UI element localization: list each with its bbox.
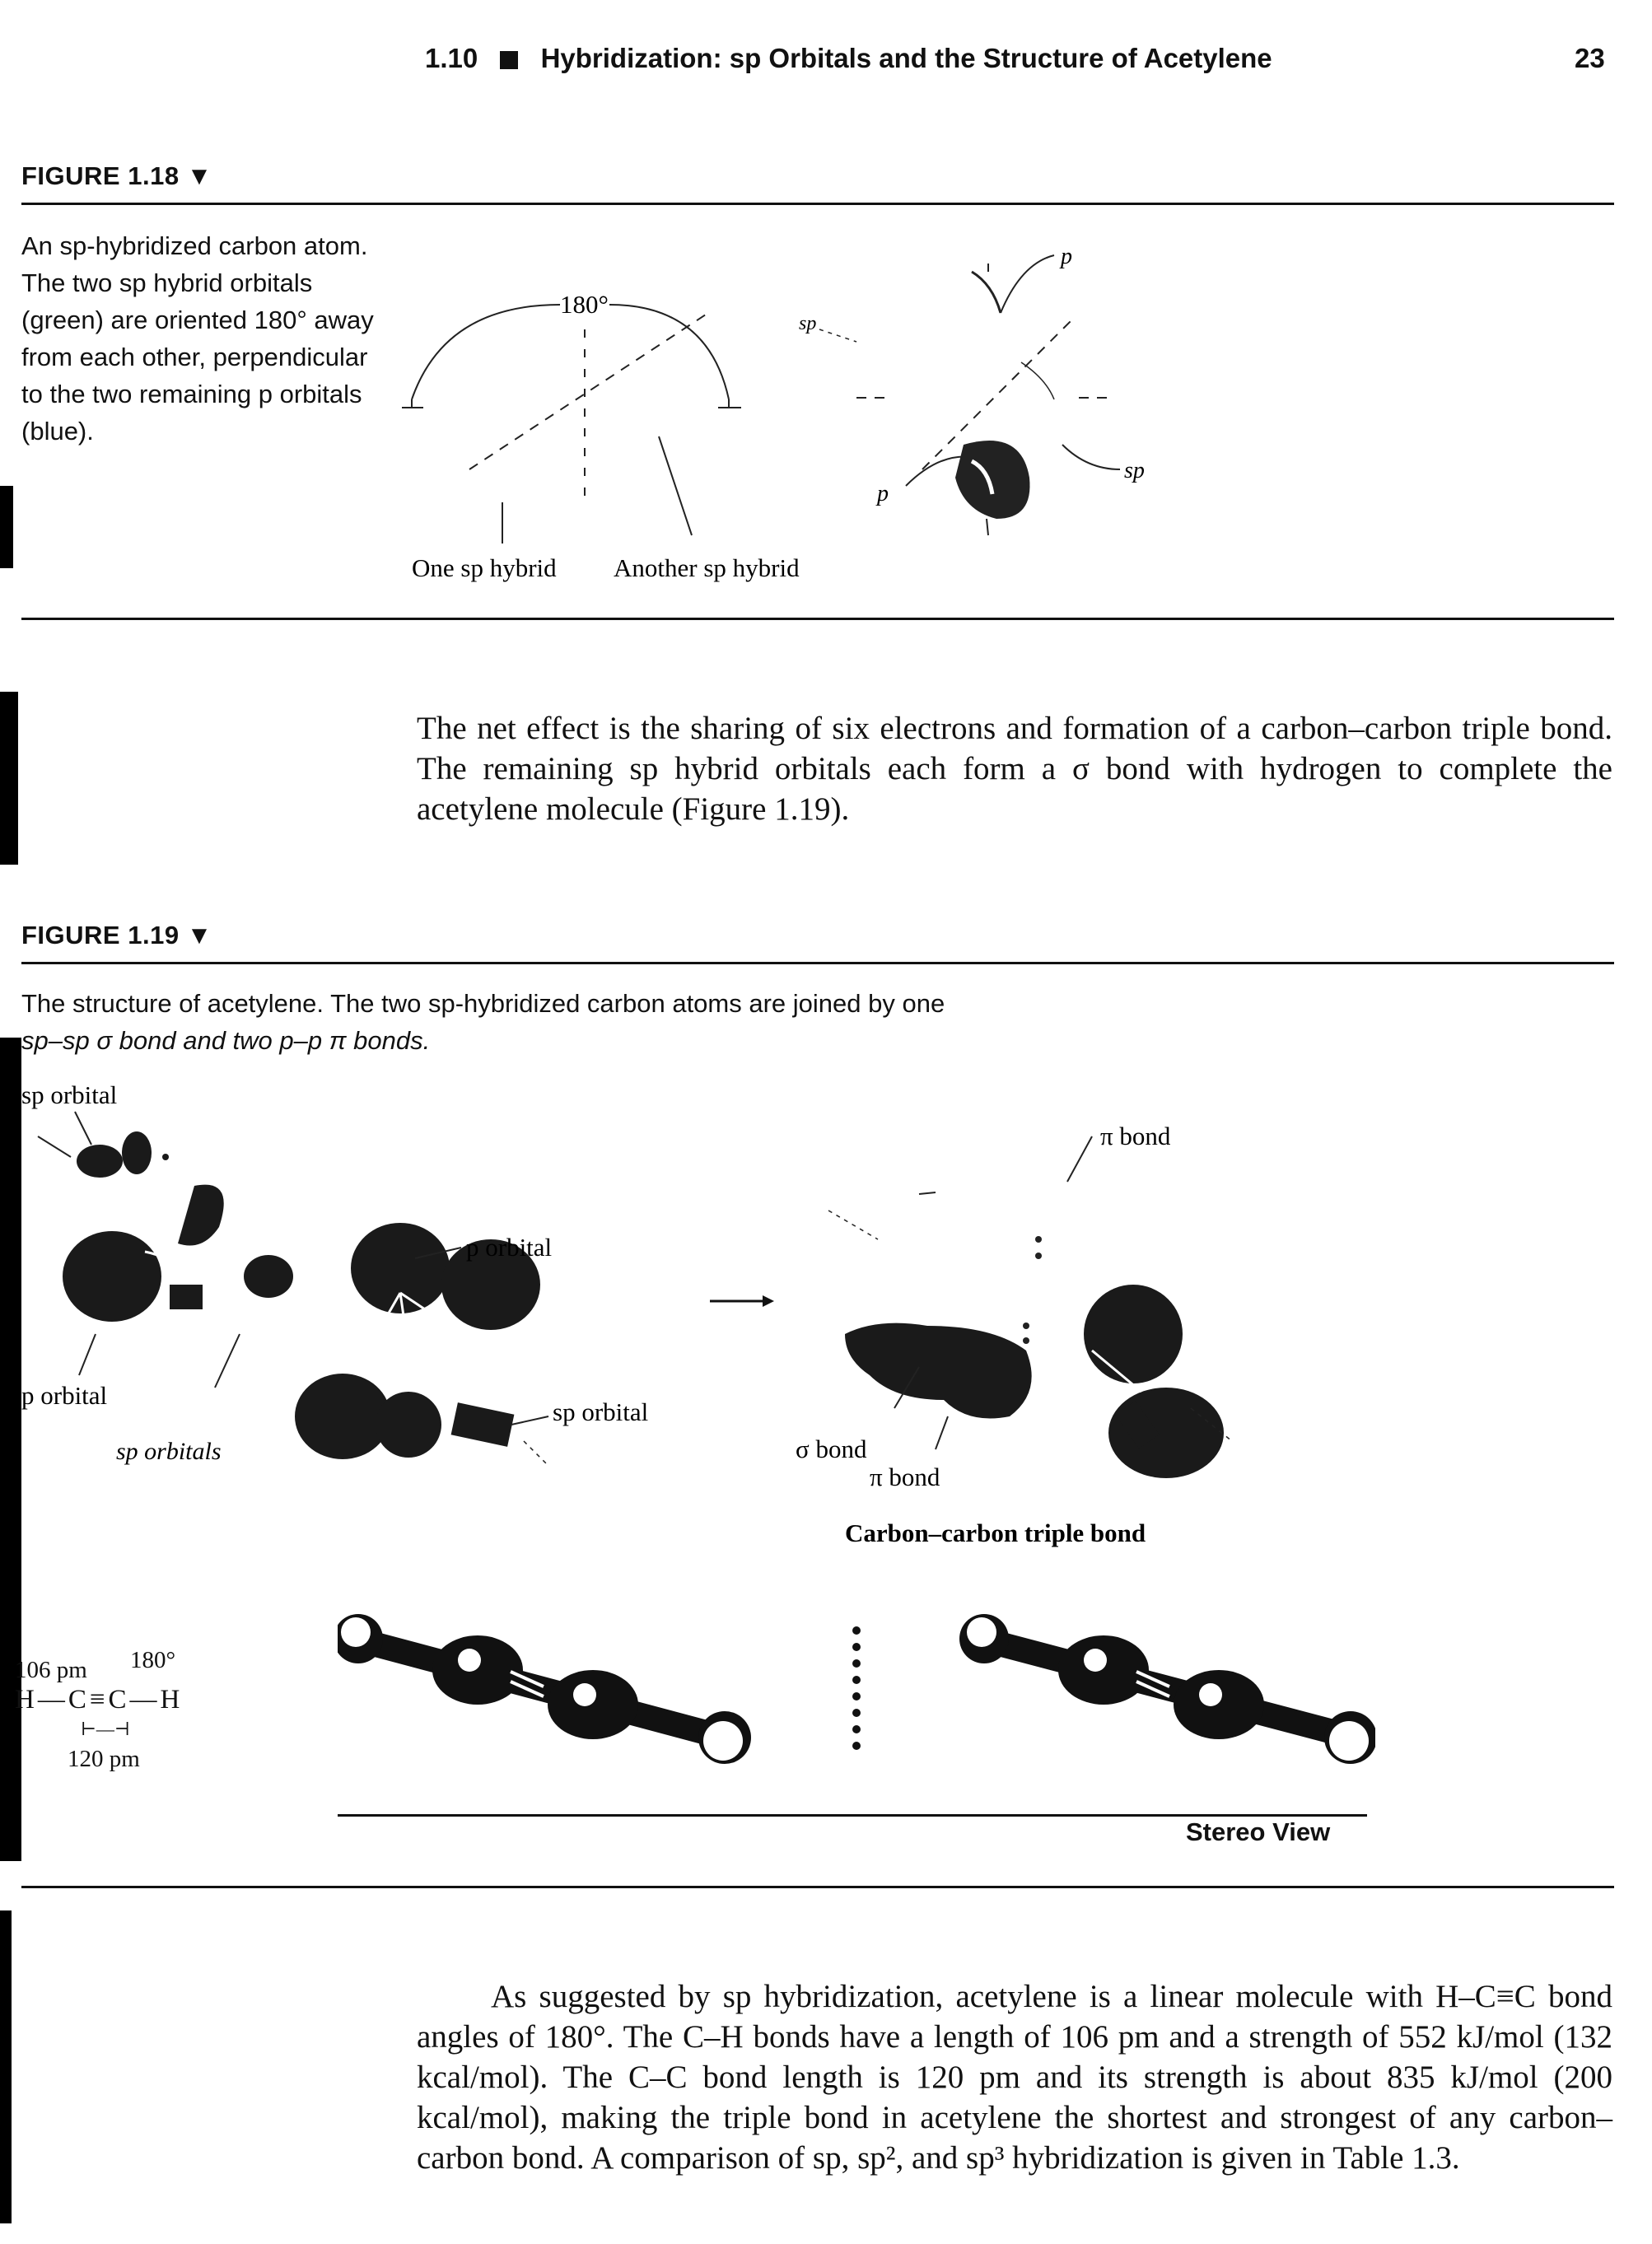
p-orbital-lobe (178, 1185, 224, 1246)
figure-bottom-rule (21, 1886, 1614, 1888)
another-hybrid-pointer (659, 436, 692, 535)
bond-length-cc: 120 pm (68, 1746, 140, 1772)
figure-top-rule (21, 203, 1614, 205)
section-number: 1.10 (425, 43, 478, 73)
one-hybrid-label: One sp hybrid (412, 553, 557, 582)
sp-orbital-top-label: sp orbital (21, 1080, 118, 1109)
bond-length-ch: 106 pm (15, 1657, 87, 1683)
p-orbital-lobe (63, 1231, 161, 1322)
scan-edge-mark (0, 692, 18, 865)
triple-bond-title: Carbon–carbon triple bond (845, 1519, 1146, 1547)
figure-1-18-label: FIGURE 1.18 ▼ (21, 161, 212, 190)
bond-length-marker: ⊢—⊣ (81, 1719, 130, 1739)
p-orbital-lobe (295, 1374, 390, 1459)
header-title: Hybridization: sp Orbitals and the Structure of Acetylene (540, 43, 1272, 73)
sp-hybrid-diagram (395, 222, 1186, 601)
p-orbital-lower (955, 441, 1030, 519)
sp-orbital-right-label: sp orbital (553, 1397, 649, 1426)
p-orbital-left-label: p orbital (21, 1381, 108, 1410)
paragraph-1: The net effect is the sharing of six electrons and formation of a carbon–carbon triple bond. The remaining sp hybrid orbitals each form a σ bond with hydrogen to complete the acetylene molecule (Figure 1.19). (417, 711, 1612, 827)
pi-bond-lobe (845, 1323, 1032, 1419)
sp-right-label: sp (1124, 458, 1145, 483)
sp-orbital-lobe (122, 1131, 152, 1174)
p-orbital-lobe (1084, 1285, 1183, 1383)
caption-line-2: sp–sp σ bond and two p–p π bonds. (21, 1026, 431, 1055)
acetylene-formula-block (15, 1647, 184, 1774)
sp-orbital-lobe (77, 1145, 123, 1178)
p-orbital-lobe (376, 1392, 441, 1458)
acetylene-ball-stick-left (338, 1614, 751, 1764)
angle-label: 180° (560, 290, 609, 319)
p-bottom-label: p (877, 481, 889, 506)
scan-edge-mark (0, 486, 13, 568)
running-header (425, 43, 1272, 74)
sigma-bond-label: σ bond (796, 1435, 867, 1463)
figure-1-19-caption (21, 985, 1191, 1059)
acetylene-orbital-diagram (21, 1079, 1290, 1573)
orbital-lobe (170, 1285, 203, 1309)
p-orbital-mid-label: p orbital (466, 1233, 553, 1262)
figure-top-rule (21, 962, 1614, 964)
sp-left-label: sp (799, 313, 817, 334)
sp-orbital-lobe (244, 1255, 293, 1298)
figure-1-19-label: FIGURE 1.19 ▼ (21, 921, 212, 949)
caption-line-1: The structure of acetylene. The two sp-hybridized carbon atoms are joined by one (21, 989, 945, 1018)
acetylene-ball-stick-right (959, 1614, 1375, 1764)
bond-angle: 180° (130, 1647, 176, 1673)
another-hybrid-label: Another sp hybrid (614, 553, 800, 582)
p-orbital-lobe (1108, 1388, 1224, 1478)
angle-arc-right (609, 305, 729, 399)
angle-arc-left (412, 305, 560, 399)
stereo-view-label: Stereo View (1186, 1817, 1331, 1846)
stereo-rule (338, 1814, 1367, 1817)
scan-edge-mark (0, 1910, 12, 2223)
p-top-label: p (1061, 244, 1072, 269)
acetylene-formula: H—C≡C—H (15, 1685, 184, 1714)
pi-bond-bottom-label: π bond (870, 1463, 940, 1491)
figure-1-18-caption: An sp-hybridized carbon atom. The two sp hybrid orbitals (green) are oriented 180° away from each other, perpendicular to the two remaining p orbitals (blue). (21, 231, 374, 446)
diagonal-axis (469, 313, 708, 469)
pi-bond-top-label: π bond (1100, 1122, 1171, 1150)
page-number: 23 (1575, 43, 1605, 73)
stereo-divider (852, 1626, 861, 1750)
stereo-ball-and-stick-models (338, 1614, 1375, 1779)
sp-orbitals-label: sp orbitals (116, 1438, 222, 1465)
paragraph-2: As suggested by sp hybridization, acetylene is a linear molecule with H–C≡C bond angles of 180°. The C–H bonds have a length of 106 pm and a strength of 552 kJ/mol (132 kcal/mol). The C–C bond length is 120 pm and its strength is about 835 kJ/mol (200 kcal/mol), making the triple bond in acetylene the shortest and strongest of any carbon–carbon bond. A comparison of sp, sp², and sp³ hybridization is given in Table 1.3. (417, 1979, 1612, 2176)
header-square-icon (500, 51, 518, 69)
sp-orbital-lobe (451, 1402, 515, 1447)
figure-bottom-rule (21, 618, 1614, 620)
